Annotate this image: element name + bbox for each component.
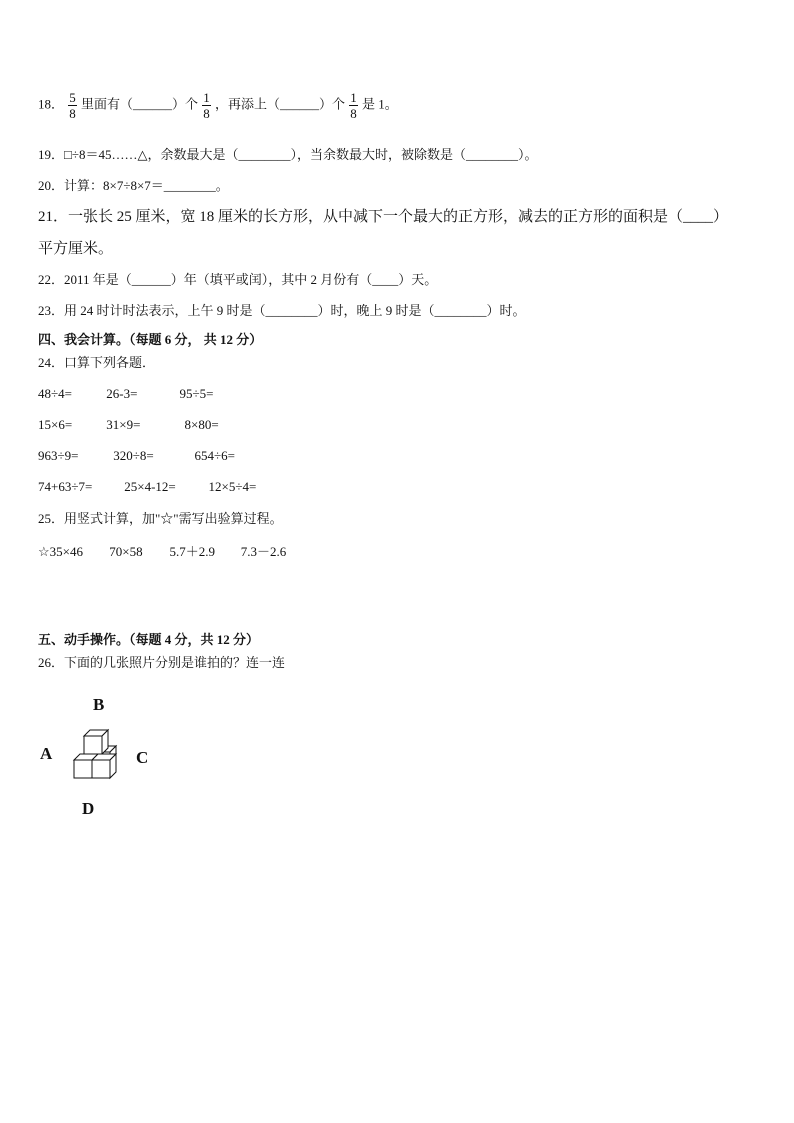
- question-24-title: 24．口算下列各题．: [38, 355, 156, 370]
- vertical-calc-item: ☆35×46: [38, 544, 83, 559]
- section-5-heading: 五、动手操作。（每题 4 分，共 12 分）: [38, 632, 260, 647]
- vertical-calc-item: 7.3－2.6: [240, 544, 287, 559]
- q18-number: 18．: [38, 96, 65, 112]
- question-23: 23．用 24 时计时法表示，上午 9 时是（________）时，晚上 9 时是（________）时。: [38, 303, 526, 318]
- calc-item: 25×4-12=: [124, 479, 176, 494]
- q18-text-2: ，再添上（______）个: [215, 96, 346, 112]
- fraction-five-eighths: $\frac{5}{8}$: [69, 90, 76, 121]
- calc-item: 48÷4=: [38, 386, 72, 401]
- vertical-calc-row: [38, 541, 286, 560]
- question-21-line-1: 21．一张长 25 厘米，宽 18 厘米的长方形，从中减下一个最大的正方形，减去的正方形的面积是（____）: [38, 209, 729, 225]
- stacked-cubes-figure: [68, 728, 122, 784]
- question-20: 20．计算：8×7÷8×7＝________。: [38, 178, 229, 193]
- label-d: D: [82, 799, 95, 818]
- calc-item: 8×80=: [184, 417, 219, 432]
- calc-row: [38, 386, 213, 402]
- q18-text-3: 是 1。: [362, 96, 398, 112]
- calc-item: 12×5÷4=: [208, 479, 257, 494]
- calc-item: 74+63÷7=: [38, 479, 93, 494]
- label-b: B: [93, 695, 105, 714]
- section-4-heading: 四、我会计算。（每题 6 分， 共 12 分）: [38, 332, 263, 347]
- fraction-one-eighth: $\frac{1}{8}$: [203, 90, 210, 121]
- fraction-one-eighth-2: $\frac{1}{8}$: [350, 90, 357, 121]
- question-21-line-2: 平方厘米。: [38, 241, 114, 257]
- calc-item: 31×9=: [106, 417, 141, 432]
- question-25-title: 25．用竖式计算，加"☆"需写出验算过程。: [38, 511, 283, 526]
- question-22: 22．2011 年是（______）年（填平或闰），其中 2 月份有（____）天。: [38, 272, 438, 287]
- calc-item: 26-3=: [106, 386, 138, 401]
- calc-item: 654÷6=: [194, 448, 235, 463]
- calc-item: 963÷9=: [38, 448, 79, 463]
- question-19: 19．□÷8＝45……△，余数最大是（________），当余数最大时，被除数是（________）。: [38, 147, 538, 162]
- calc-item: 95÷5=: [179, 386, 214, 401]
- calc-item: 320÷8=: [113, 448, 154, 463]
- calc-row: [38, 417, 219, 433]
- question-26-title: 26．下面的几张照片分别是谁拍的？连一连: [38, 655, 286, 670]
- vertical-calc-item: 5.7＋2.9: [169, 544, 216, 559]
- label-c: C: [136, 748, 149, 767]
- calc-item: 15×6=: [38, 417, 73, 432]
- vertical-calc-item: 70×58: [109, 544, 143, 559]
- q18-text-1: 里面有（______）个: [81, 96, 199, 112]
- question-18: [38, 90, 398, 121]
- calc-row: [38, 448, 235, 464]
- calc-row: [38, 479, 256, 495]
- label-a: A: [40, 744, 53, 763]
